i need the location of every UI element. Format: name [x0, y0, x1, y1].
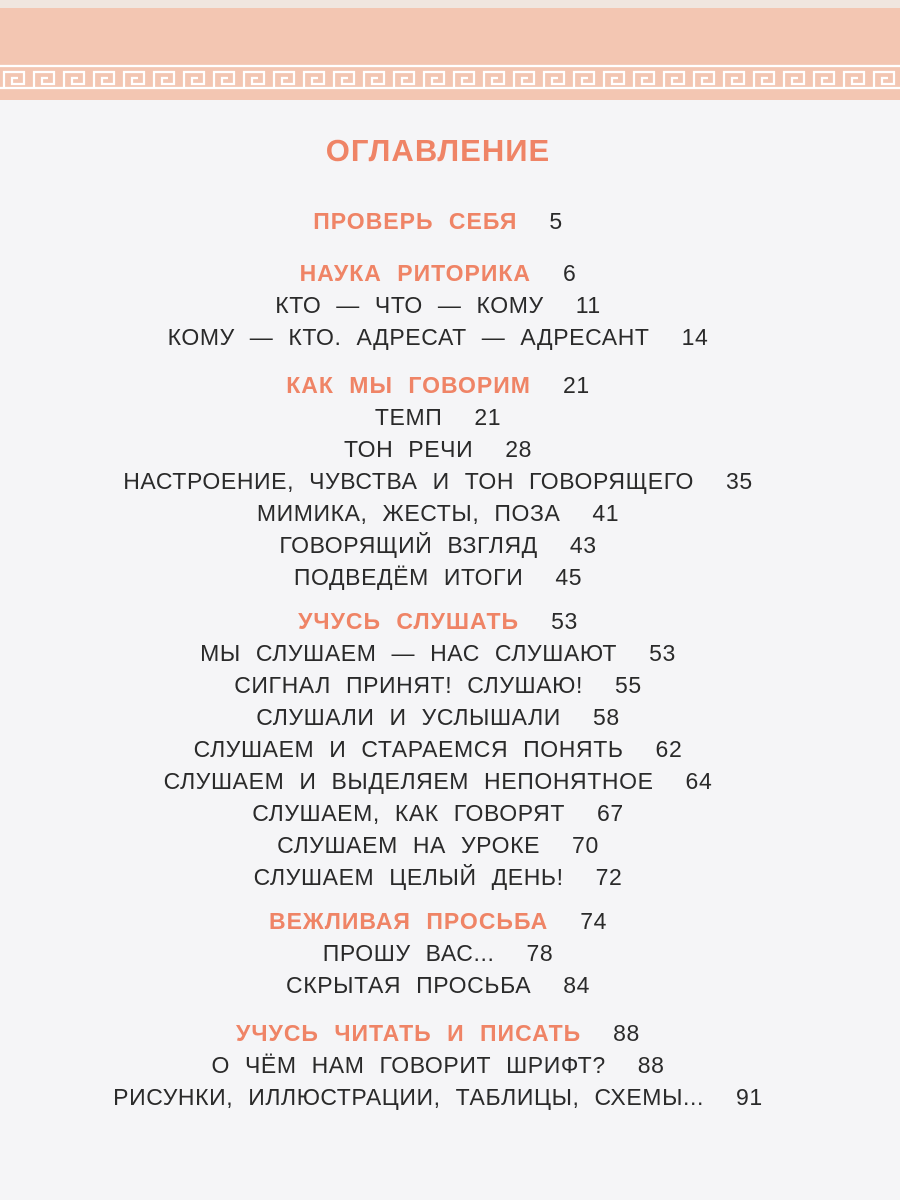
- toc-page-number: 53: [551, 608, 578, 634]
- toc-section: [0, 1018, 876, 1048]
- toc-section: [0, 370, 876, 400]
- toc-item: [0, 402, 876, 432]
- toc-item: [0, 670, 876, 700]
- toc-page-number: 6: [563, 260, 577, 286]
- toc-item-title: ГОВОРЯЩИЙ ВЗГЛЯД: [279, 532, 538, 558]
- toc-page-number: 21: [562, 372, 590, 398]
- toc-item-title: ТОН РЕЧИ: [343, 436, 474, 462]
- toc-section: [0, 606, 876, 636]
- toc-page-number: 72: [595, 864, 623, 890]
- toc-item-title: ПРОШУ ВАС...: [322, 940, 495, 966]
- toc-section-title: УЧУСЬ СЛУШАТЬ: [298, 608, 520, 634]
- toc-item: [0, 970, 876, 1000]
- toc-item-title: СЛУШАЛИ И УСЛЫШАЛИ: [256, 704, 561, 730]
- toc-page-number: 91: [736, 1084, 763, 1110]
- toc-item-title: МИМИКА, ЖЕСТЫ, ПОЗА: [256, 500, 561, 526]
- toc-item: [0, 322, 876, 352]
- toc-item: [0, 290, 876, 320]
- toc-item: [0, 530, 876, 560]
- toc-page-number: 67: [597, 800, 624, 826]
- toc-item-title: СЛУШАЕМ НА УРОКЕ: [277, 832, 541, 858]
- toc-page-number: 55: [615, 672, 642, 698]
- toc-item-title: КТО — ЧТО — КОМУ: [275, 292, 544, 318]
- toc-item-title: МЫ СЛУШАЕМ — НАС СЛУШАЮТ: [200, 640, 618, 666]
- toc-page-number: 64: [685, 768, 713, 794]
- toc-item-title: СИГНАЛ ПРИНЯТ! СЛУШАЮ!: [234, 672, 583, 698]
- toc-section-title: КАК МЫ ГОВОРИМ: [286, 372, 531, 398]
- toc-item: [0, 830, 876, 860]
- toc-item: [0, 734, 876, 764]
- toc-item: [0, 434, 876, 464]
- toc-section: [0, 906, 876, 936]
- toc-item-title: О ЧЁМ НАМ ГОВОРИТ ШРИФТ?: [211, 1052, 606, 1078]
- toc-item-title: РИСУНКИ, ИЛЛЮСТРАЦИИ, ТАБЛИЦЫ, СХЕМЫ...: [113, 1084, 705, 1110]
- toc-item-title: СЛУШАЕМ, КАК ГОВОРЯТ: [252, 800, 565, 826]
- toc-item-title: ТЕМП: [374, 404, 443, 430]
- toc-page-number: 5: [549, 208, 563, 234]
- toc-item: [0, 466, 876, 496]
- toc-page-number: 84: [563, 972, 591, 998]
- toc-section-title: НАУКА РИТОРИКА: [299, 260, 532, 286]
- toc-item-title: СЛУШАЕМ И ВЫДЕЛЯЕМ НЕПОНЯТНОЕ: [163, 768, 654, 794]
- toc-page-number: 35: [725, 468, 753, 494]
- toc-page-number: 21: [474, 404, 502, 430]
- toc-page-number: 88: [613, 1020, 640, 1046]
- toc-page-number: 43: [569, 532, 597, 558]
- toc-page-number: 88: [637, 1052, 665, 1078]
- toc-page-number: 14: [681, 324, 709, 350]
- toc-item-title: НАСТРОЕНИЕ, ЧУВСТВА И ТОН ГОВОРЯЩЕГО: [123, 468, 694, 494]
- toc-section: [0, 258, 876, 288]
- toc-item-title: СЛУШАЕМ И СТАРАЕМСЯ ПОНЯТЬ: [193, 736, 624, 762]
- toc-section: [0, 206, 876, 236]
- toc-section-title: УЧУСЬ ЧИТАТЬ И ПИСАТЬ: [236, 1020, 582, 1046]
- toc-item: [0, 562, 876, 592]
- toc-item: [0, 1050, 876, 1080]
- toc-page-number: 78: [526, 940, 554, 966]
- toc-item-title: КОМУ — КТО. АДРЕСАТ — АДРЕСАНТ: [167, 324, 650, 350]
- toc-item: [0, 702, 876, 732]
- toc-page-number: 70: [572, 832, 599, 858]
- toc-item-title: СЛУШАЕМ ЦЕЛЫЙ ДЕНЬ!: [253, 864, 564, 890]
- toc-page-number: 53: [649, 640, 676, 666]
- toc-item: [0, 1082, 876, 1112]
- toc-page-number: 11: [575, 292, 601, 318]
- toc-item-title: СКРЫТАЯ ПРОСЬБА: [285, 972, 532, 998]
- toc-item: [0, 938, 876, 968]
- page-title: ОГЛАВЛЕНИЕ: [325, 133, 551, 168]
- toc-item-title: ПОДВЕДЁМ ИТОГИ: [293, 564, 524, 590]
- toc-item: [0, 498, 876, 528]
- toc-section-title: ПРОВЕРЬ СЕБЯ: [313, 208, 518, 234]
- toc-item: [0, 798, 876, 828]
- toc-page-number: 41: [592, 500, 620, 526]
- toc-section-title: ВЕЖЛИВАЯ ПРОСЬБА: [268, 908, 549, 934]
- toc-page-number: 58: [592, 704, 620, 730]
- toc-item: [0, 862, 876, 892]
- toc-page-number: 28: [505, 436, 533, 462]
- toc-item: [0, 766, 876, 796]
- toc-page-number: 74: [580, 908, 608, 934]
- toc-item: [0, 638, 876, 668]
- toc-page-number: 45: [555, 564, 583, 590]
- toc-page-number: 62: [655, 736, 683, 762]
